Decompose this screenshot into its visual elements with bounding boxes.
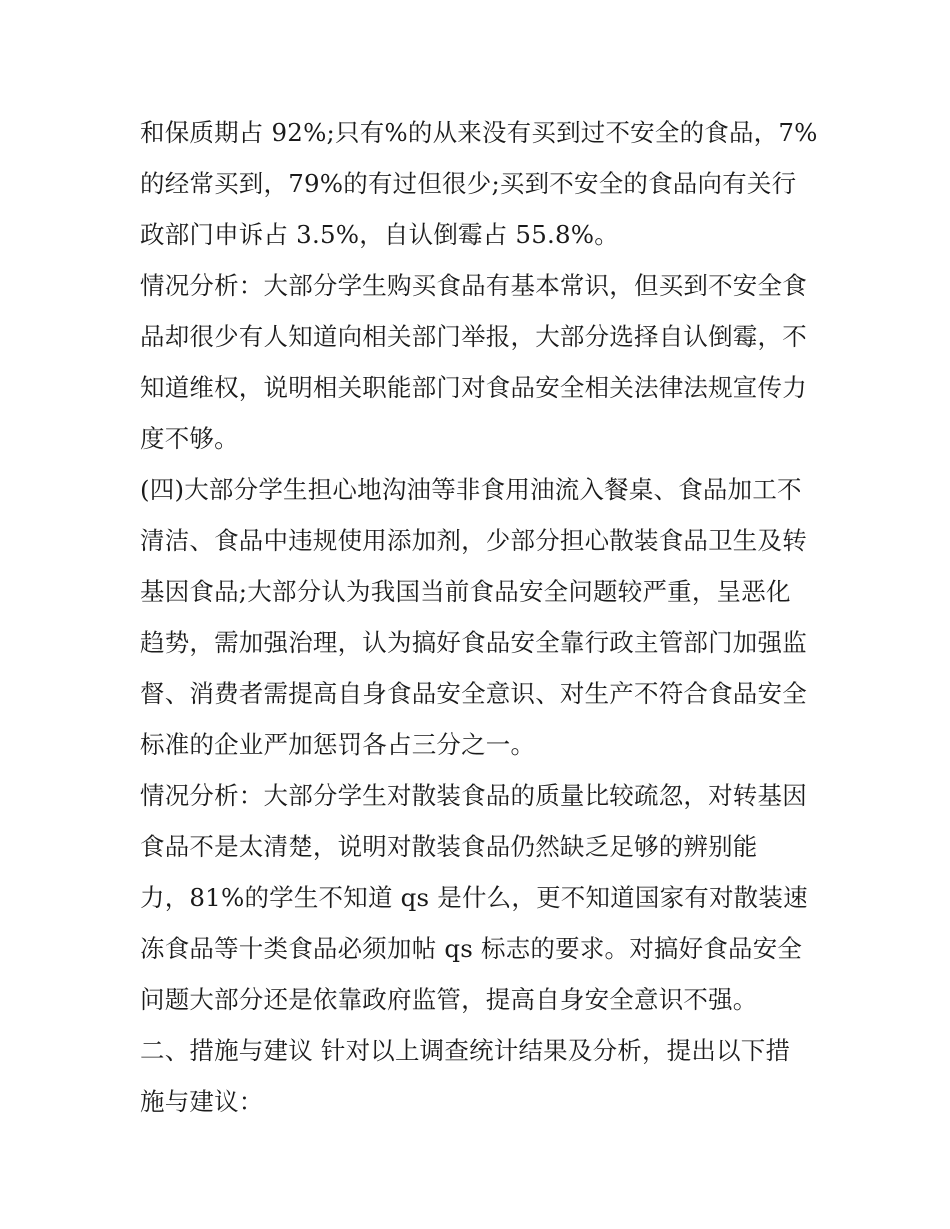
document-body	[140, 107, 818, 1127]
text-line: 政部门申诉占 3.5%，自认倒霉占 55.8%。	[140, 220, 619, 249]
text-line: 趋势，需加强治理，认为搞好食品安全靠行政主管部门加强监	[140, 628, 807, 657]
text-line: 冻食品等十类食品必须加帖 qs 标志的要求。对搞好食品安全	[140, 934, 803, 963]
text-line: 二、措施与建议 针对以上调查统计结果及分析，提出以下措	[140, 1036, 791, 1065]
text-line: 情况分析：大部分学生对散装食品的质量比较疏忽，对转基因	[140, 781, 807, 810]
text-line: (四)大部分学生担心地沟油等非食用油流入餐桌、食品加工不	[140, 475, 802, 504]
text-line: 基因食品;大部分认为我国当前食品安全问题较严重，呈恶化	[140, 577, 791, 606]
text-line: 督、消费者需提高自身食品安全意识、对生产不符合食品安全	[140, 679, 807, 708]
text-line: 标准的企业严加惩罚各占三分之一。	[140, 730, 536, 759]
text-line: 清洁、食品中违规使用添加剂，少部分担心散装食品卫生及转	[140, 526, 807, 555]
text-line: 情况分析：大部分学生购买食品有基本常识，但买到不安全食	[140, 271, 807, 300]
text-line: 度不够。	[140, 424, 239, 453]
text-line: 知道维权，说明相关职能部门对食品安全相关法律法规宣传力	[140, 373, 807, 402]
text-line: 力，81%的学生不知道 qs 是什么，更不知道国家有对散装速	[140, 883, 808, 912]
text-line: 和保质期占 92%;只有%的从来没有买到过不安全的食品，7%	[140, 118, 818, 147]
text-line: 品却很少有人知道向相关部门举报，大部分选择自认倒霉，不	[140, 322, 807, 351]
text-line: 的经常买到，79%的有过但很少;买到不安全的食品向有关行	[140, 169, 797, 198]
text-line: 施与建议：	[140, 1087, 264, 1116]
text-line: 问题大部分还是依靠政府监管，提高自身安全意识不强。	[140, 985, 758, 1014]
text-line: 食品不是太清楚，说明对散装食品仍然缺乏足够的辨别能	[140, 832, 758, 861]
